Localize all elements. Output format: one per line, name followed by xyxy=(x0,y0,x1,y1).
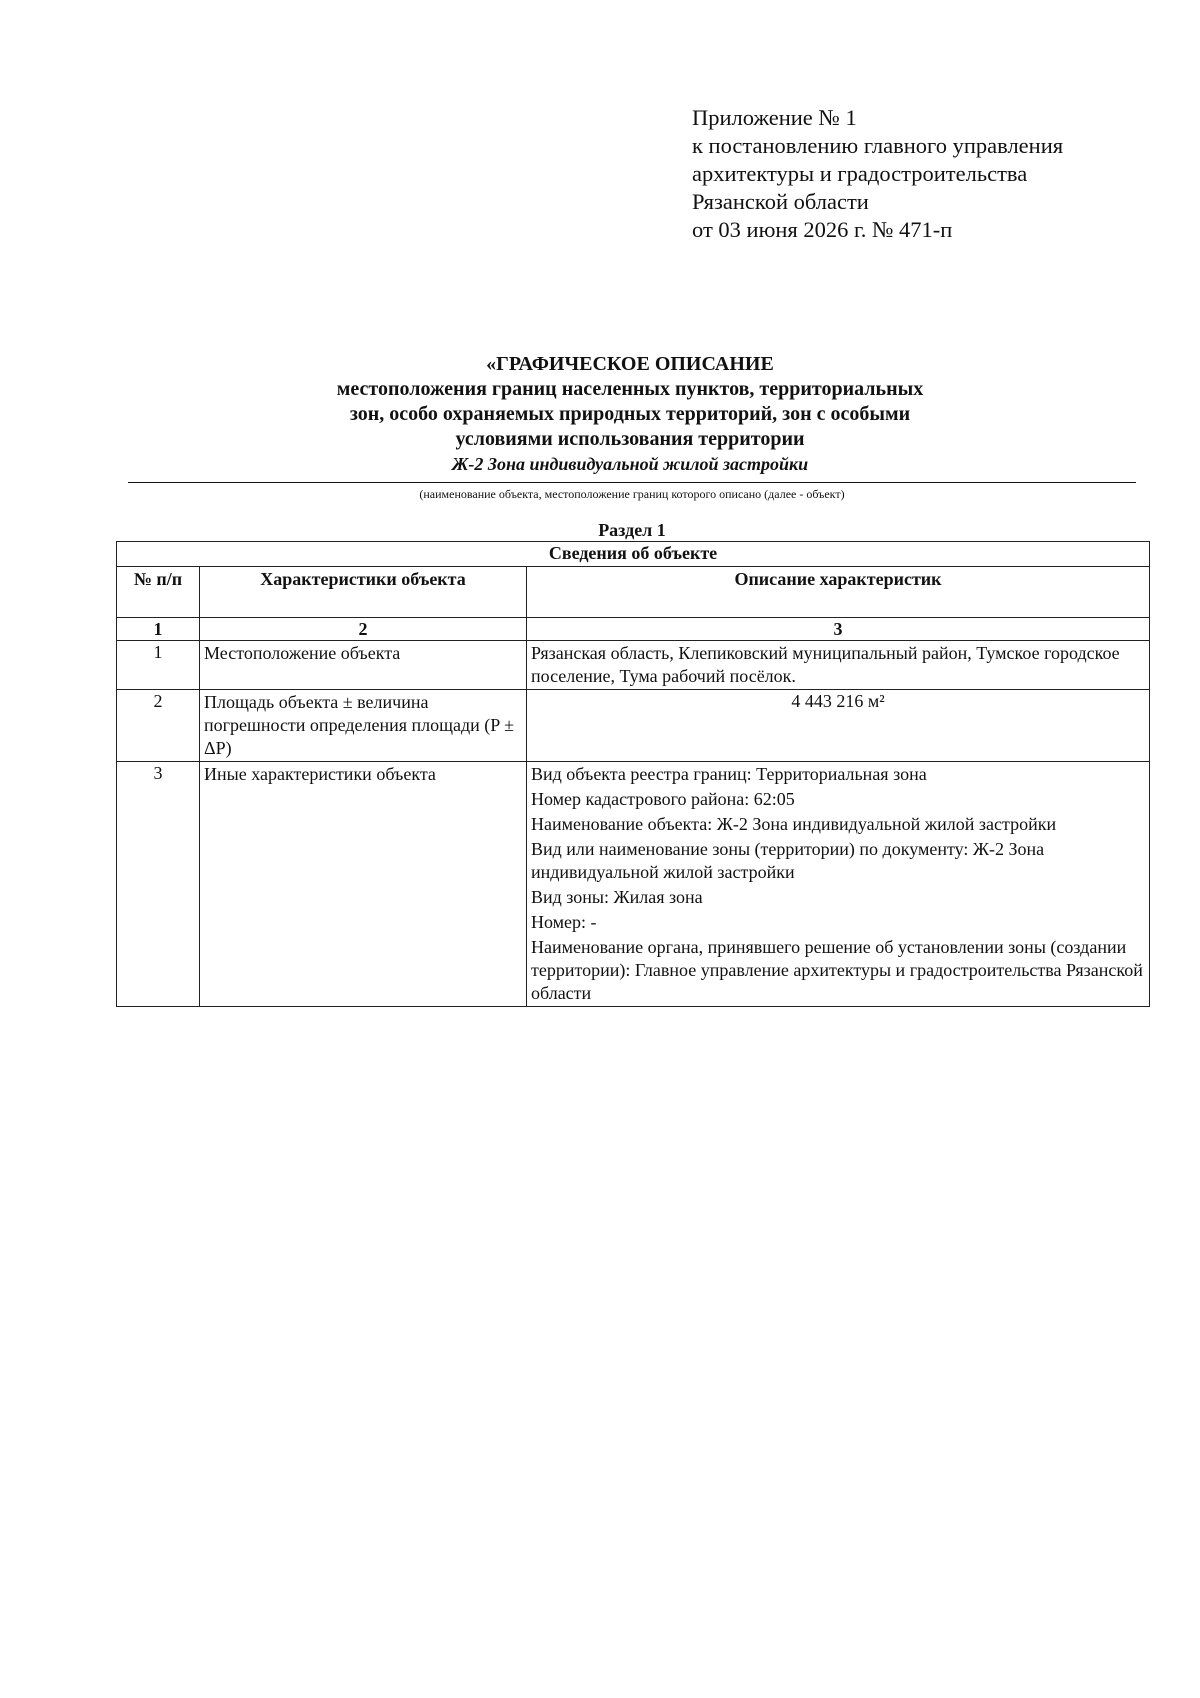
appendix-line: архитектуры и градостроительства xyxy=(692,161,1028,186)
document-title-block xyxy=(120,352,1140,476)
column-number: 1 xyxy=(117,618,200,641)
document-subtitle-line: зон, особо охраняемых природных территорий, зон с особыми xyxy=(349,403,911,425)
column-number: 3 xyxy=(527,618,1150,641)
appendix-line: Рязанской области xyxy=(692,189,869,214)
appendix-line: Приложение № 1 xyxy=(692,105,857,130)
table-header-row xyxy=(117,567,1150,618)
column-number: 2 xyxy=(200,618,527,641)
description-line: Номер: - xyxy=(531,912,597,932)
area-value: 4 443 216 м² xyxy=(791,691,885,711)
row-description xyxy=(527,690,1150,762)
row-characteristic: Местоположение объекта xyxy=(200,641,527,690)
table-row xyxy=(117,690,1150,762)
appendix-line: к постановлению главного управления xyxy=(692,133,1064,158)
header-description: Описание характеристик xyxy=(527,567,1150,618)
object-name-caption: (наименование объекта, местоположение границ которого описано (далее - объект) xyxy=(419,487,845,501)
description-line: Наименование органа, принявшего решение об установлении зоны (создании территории): Главное управление архитектуры и градостроительства Рязанской области xyxy=(531,937,1143,1003)
description-line: Номер кадастрового района: 62:05 xyxy=(531,789,795,809)
document-subtitle-line: местоположения границ населенных пунктов, территориальных xyxy=(336,378,924,400)
row-number: 1 xyxy=(117,641,200,690)
table-title: Сведения об объекте xyxy=(117,542,1150,567)
table-row xyxy=(117,762,1150,1007)
description-line: Вид объекта реестра границ: Территориальная зона xyxy=(531,764,927,784)
table-row xyxy=(117,641,1150,690)
header-number: № п/п xyxy=(117,567,200,618)
column-number-row xyxy=(117,618,1150,641)
header-characteristic: Характеристики объекта xyxy=(200,567,527,618)
row-number: 3 xyxy=(117,762,200,1007)
row-description xyxy=(527,762,1150,1007)
appendix-header xyxy=(692,104,1063,244)
description-line: Рязанская область, Клепиковский муниципальный район, Тумское городское поселение, Тума рабочий посёлок. xyxy=(531,643,1120,686)
description-line: Вид или наименование зоны (территории) по документу: Ж-2 Зона индивидуальной жилой застройки xyxy=(531,839,1045,882)
row-description xyxy=(527,641,1150,690)
table-title-row xyxy=(117,542,1150,567)
object-name-underline xyxy=(128,482,1136,483)
section-title: Раздел 1 xyxy=(598,520,666,540)
object-info-table xyxy=(116,541,1150,1007)
row-characteristic: Иные характеристики объекта xyxy=(200,762,527,1007)
object-name: Ж-2 Зона индивидуальной жилой застройки xyxy=(451,454,809,474)
document-subtitle-line: условиями использования территории xyxy=(455,428,805,450)
row-characteristic: Площадь объекта ± величина погрешности определения площади (P ± ΔP) xyxy=(200,690,527,762)
appendix-date-number: от 03 июня 2026 г. № 471-п xyxy=(692,217,953,242)
document-title: «ГРАФИЧЕСКОЕ ОПИСАНИЕ xyxy=(486,353,774,375)
description-line: Вид зоны: Жилая зона xyxy=(531,887,703,907)
description-line: Наименование объекта: Ж-2 Зона индивидуальной жилой застройки xyxy=(531,814,1057,834)
row-number: 2 xyxy=(117,690,200,762)
